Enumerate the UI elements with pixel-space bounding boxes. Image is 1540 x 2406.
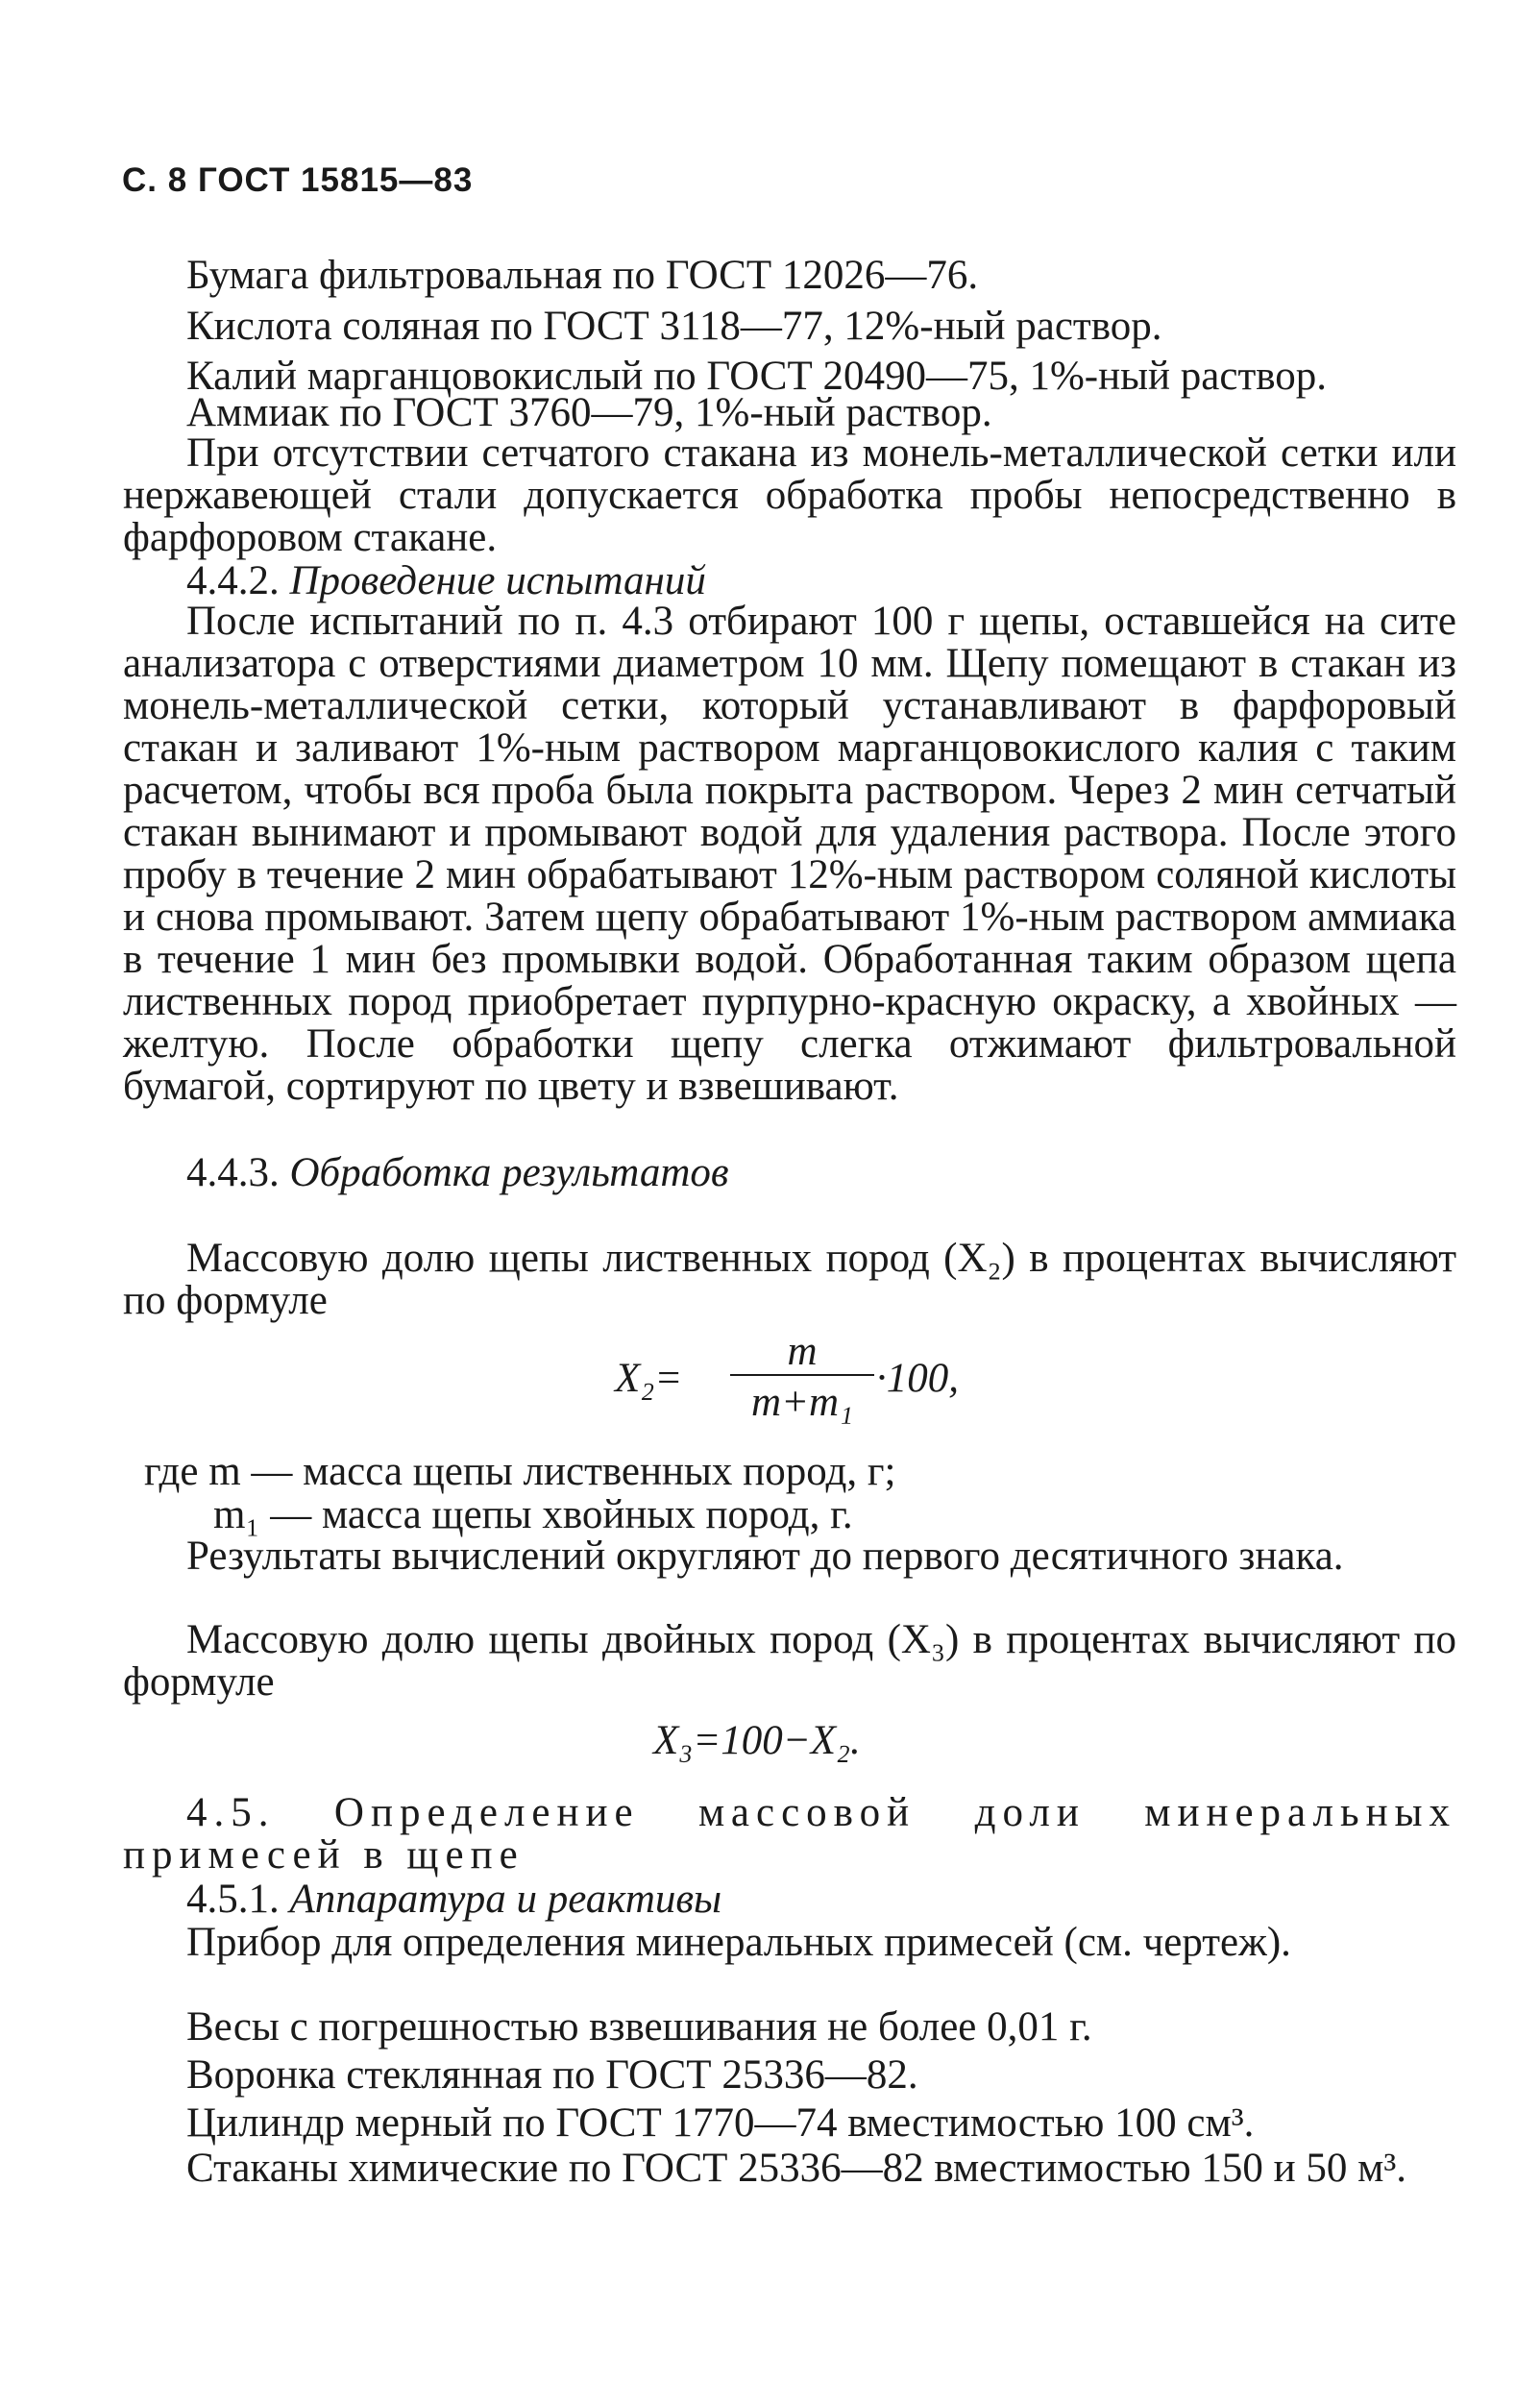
- section-heading-4-4-2: [186, 560, 706, 602]
- material-item: Аммиак по ГОСТ 3760—79, 1%-ный раствор.: [186, 390, 992, 435]
- where-line: где m — масса щепы лиственных пород, г;: [144, 1449, 896, 1494]
- material-item: Кислота соляная по ГОСТ 3118—77, 12%-ный раствор.: [186, 304, 1162, 349]
- page-header: [122, 160, 473, 202]
- material-item: Калий марганцовокислый по ГОСТ 20490—75, 1%-ный раствор.: [186, 354, 1328, 399]
- page-number: С. 8: [122, 161, 188, 199]
- formula-tail: ·100,: [876, 1356, 959, 1401]
- apparatus-item: Стаканы химические по ГОСТ 25336—82 вместимостью 150 и 50 м³.: [186, 2146, 1406, 2191]
- where-line: m₁ — масса щепы хвойных пород, г.: [213, 1492, 853, 1537]
- section-heading-4-4-3: [186, 1152, 729, 1194]
- section-title: Обработка результатов: [289, 1150, 729, 1195]
- formula-denominator: m+m₁: [750, 1380, 854, 1425]
- note-paragraph: При отсутствии сетчатого стакана из монель-металлической сетки или нержавеющей стали допускается обработка пробы непосредственно в фарфоровом стакане.: [123, 430, 1456, 560]
- formula-lhs: X₂=: [615, 1356, 683, 1401]
- fraction-bar: [730, 1374, 874, 1376]
- standard-code: ГОСТ 15815—83: [197, 161, 474, 199]
- section-number: 4.4.3.: [186, 1150, 280, 1195]
- material-item: Бумага фильтровальная по ГОСТ 12026—76.: [186, 253, 979, 298]
- x3-paragraph: Массовую долю щепы двойных пород (X₃) в процентах вычисляют по формуле: [123, 1617, 1456, 1705]
- section-number: 4.4.2.: [186, 558, 280, 603]
- section-heading-4-5-1: [186, 1878, 721, 1921]
- section-title: Аппаратура и реактивы: [289, 1877, 722, 1922]
- apparatus-item: Прибор для определения минеральных примесей (см. чертеж).: [186, 1920, 1291, 1965]
- rounding-paragraph: Результаты вычислений округляют до первого десятичного знака.: [186, 1534, 1344, 1579]
- section-heading-4-5: 4.5. Определение массовой доли минеральных примесей в щепе: [123, 1790, 1456, 1878]
- apparatus-item: Весы с погрешностью взвешивания не более 0,01 г.: [186, 2004, 1092, 2050]
- section-title: Проведение испытаний: [289, 558, 706, 603]
- apparatus-item: Цилиндр мерный по ГОСТ 1770—74 вместимостью 100 см³.: [186, 2100, 1255, 2146]
- procedure-paragraph: После испытаний по п. 4.3 отбирают 100 г щепы, оставшейся на сите анализатора с отверстиями диаметром 10 мм. Щепу помещают в стакан из монель-металлической сетки, который устанавливают в фарфоровый стакан и заливают 1%-ным раствором марганцовокислого калия с таким расчетом, чтобы вся проба была покрыта раствором. Через 2 мин сетчатый стакан вынимают и промывают водой для удаления раствора. После этого пробу в течение 2 мин обрабатывают 12%-ным раствором соляной кислоты и снова промывают. Затем щепу обрабатывают 1%-ным раствором аммиака в течение 1 мин без промывки водой. Обработанная таким образом щепа лиственных пород приобретает пурпурно-красную окраску, а хвойных — желтую. После обработки щепу слегка отжимают фильтровальной бумагой, сортируют по цвету и взвешивают.: [123, 599, 1456, 1109]
- formula-x3: X₃=100−X₂.: [653, 1718, 861, 1763]
- results-paragraph: Массовую долю щепы лиственных пород (X₂) в процентах вычисляют по формуле: [123, 1236, 1456, 1323]
- formula-numerator: m: [787, 1329, 818, 1374]
- apparatus-item: Воронка стеклянная по ГОСТ 25336—82.: [186, 2052, 918, 2098]
- section-number: 4.5.1.: [186, 1877, 280, 1922]
